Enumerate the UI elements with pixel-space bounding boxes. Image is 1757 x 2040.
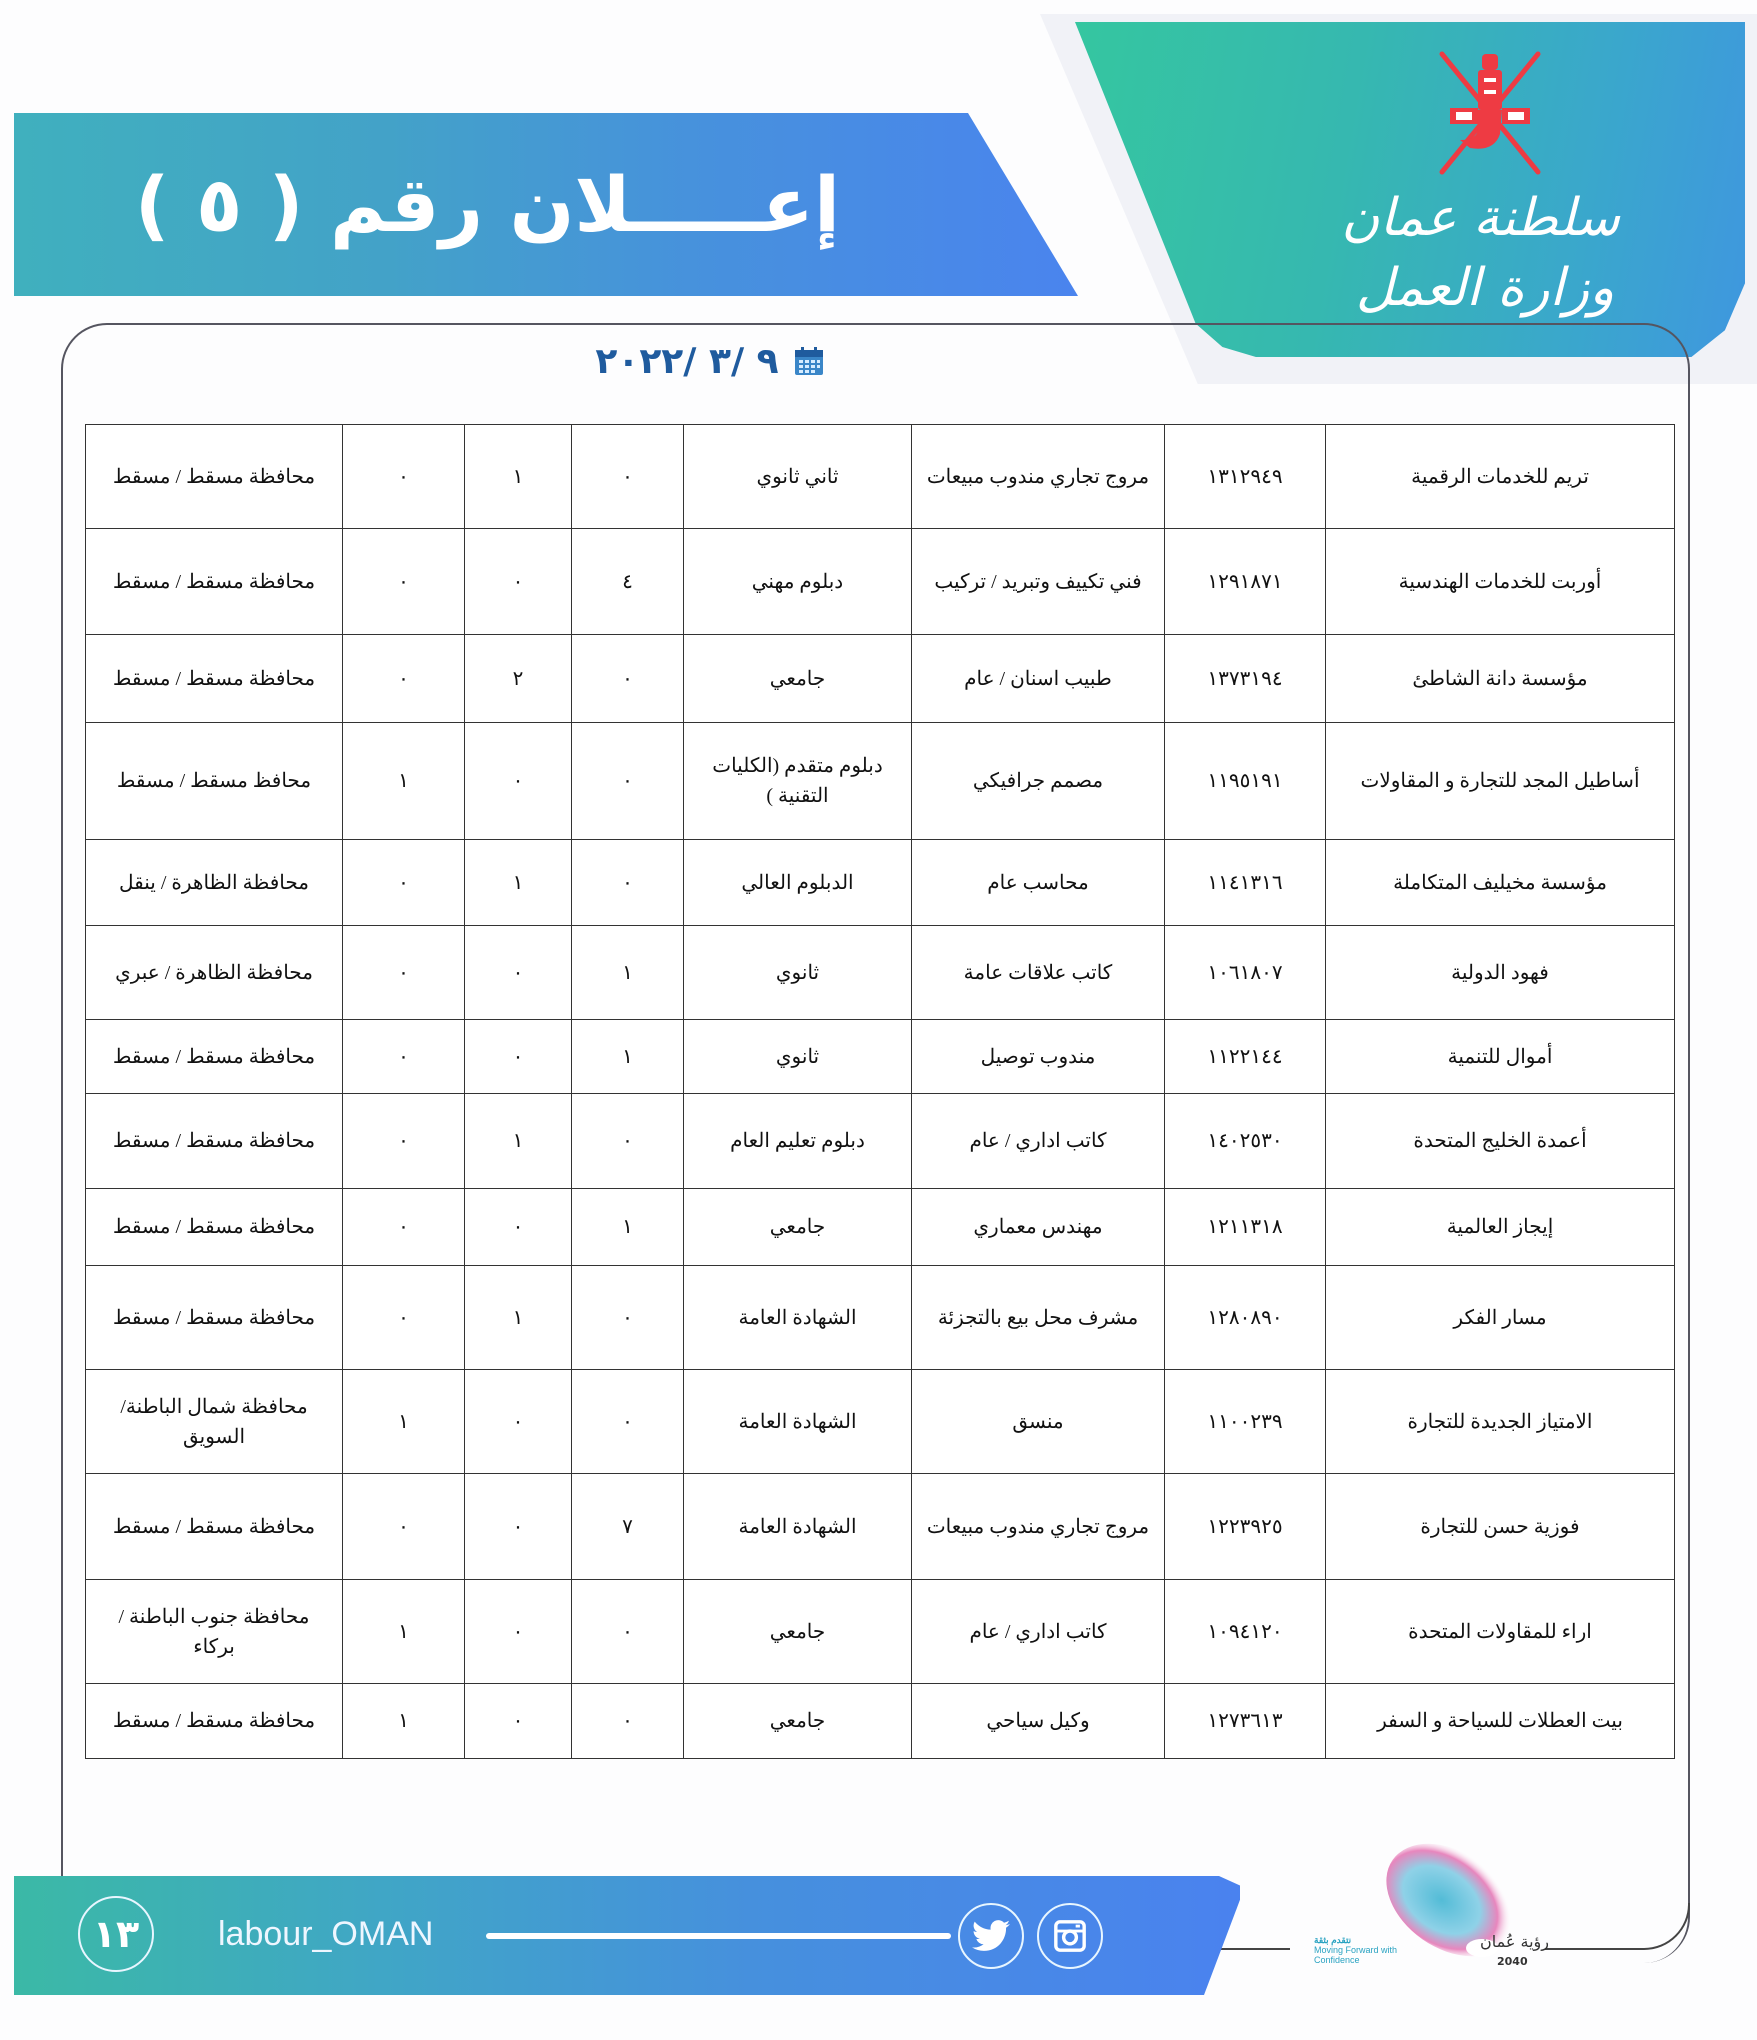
- logo-ministry-labour: وزارة العمل: [1355, 258, 1615, 318]
- count-b-cell: ٠: [465, 1189, 572, 1266]
- table-row: [86, 1474, 1675, 1580]
- company-name-cell: أعمدة الخليج المتحدة: [1326, 1094, 1675, 1189]
- count-a-cell: ٧: [572, 1474, 684, 1580]
- vision-text: رؤية عُمان: [1480, 1932, 1549, 1951]
- count-b-cell: ٠: [465, 1370, 572, 1474]
- location-cell: محافظة مسقط / مسقط: [86, 635, 343, 723]
- location-cell: محافظة مسقط / مسقط: [86, 1189, 343, 1266]
- registration-number-cell: ١٢٨٠٨٩٠: [1165, 1266, 1326, 1370]
- count-b-cell: ٠: [465, 723, 572, 840]
- registration-number-cell: ١١٩٥١٩١: [1165, 723, 1326, 840]
- job-title-cell: مهندس معماري: [912, 1189, 1165, 1266]
- job-title-cell: كاتب اداري / عام: [912, 1580, 1165, 1684]
- table-row: [86, 1266, 1675, 1370]
- social-handle[interactable]: labour_OMAN: [218, 1915, 434, 1953]
- job-title-cell: وكيل سياحي: [912, 1684, 1165, 1759]
- company-name-cell: أوربت للخدمات الهندسية: [1326, 529, 1675, 635]
- company-name-cell: اراء للمقاولات المتحدة: [1326, 1580, 1675, 1684]
- count-c-cell: ٠: [343, 529, 465, 635]
- frame-divider: [1220, 1948, 1290, 1950]
- qualification-cell: جامعي: [684, 1189, 912, 1266]
- company-name-cell: بيت العطلات للسياحة و السفر: [1326, 1684, 1675, 1759]
- registration-number-cell: ١٠٩٤١٢٠: [1165, 1580, 1326, 1684]
- table-row: [86, 723, 1675, 840]
- qualification-cell: الشهادة العامة: [684, 1266, 912, 1370]
- count-a-cell: ٠: [572, 840, 684, 926]
- moving-forward-logo: [1314, 1935, 1406, 1975]
- company-name-cell: الامتياز الجديدة للتجارة: [1326, 1370, 1675, 1474]
- job-title-cell: محاسب عام: [912, 840, 1165, 926]
- count-b-cell: ٠: [465, 1684, 572, 1759]
- registration-number-cell: ١١٠٠٢٣٩: [1165, 1370, 1326, 1474]
- count-c-cell: ٠: [343, 635, 465, 723]
- table-row: [86, 529, 1675, 635]
- job-title-cell: كاتب اداري / عام: [912, 1094, 1165, 1189]
- table-row: [86, 1580, 1675, 1684]
- oman-emblem-icon: [1420, 48, 1560, 178]
- qualification-cell: الشهادة العامة: [684, 1474, 912, 1580]
- count-b-cell: ٠: [465, 1580, 572, 1684]
- qualification-cell: جامعي: [684, 1684, 912, 1759]
- count-c-cell: ٠: [343, 1474, 465, 1580]
- location-cell: محافظة جنوب الباطنة / بركاء: [86, 1580, 343, 1684]
- twitter-button[interactable]: [958, 1903, 1024, 1969]
- count-b-cell: ١: [465, 1094, 572, 1189]
- count-a-cell: ١: [572, 926, 684, 1020]
- count-a-cell: ١: [572, 1189, 684, 1266]
- qualification-cell: الشهادة العامة: [684, 1370, 912, 1474]
- company-name-cell: أموال للتنمية: [1326, 1020, 1675, 1094]
- page-title: إعـــــلان رقم ( ٥ ): [134, 160, 840, 249]
- job-title-cell: طبيب اسنان / عام: [912, 635, 1165, 723]
- calendar-icon: [793, 345, 825, 377]
- logo-sultanate-oman: سلطنة عمان: [1341, 188, 1620, 248]
- count-b-cell: ٠: [465, 529, 572, 635]
- count-c-cell: ٠: [343, 1020, 465, 1094]
- count-a-cell: ١: [572, 1020, 684, 1094]
- qualification-cell: ثاني ثانوي: [684, 425, 912, 529]
- count-c-cell: ٠: [343, 926, 465, 1020]
- registration-number-cell: ١٣٧٣١٩٤: [1165, 635, 1326, 723]
- job-title-cell: مصمم جرافيكي: [912, 723, 1165, 840]
- count-a-cell: ٤: [572, 529, 684, 635]
- registration-number-cell: ١٠٦١٨٠٧: [1165, 926, 1326, 1020]
- registration-number-cell: ١٢١١٣١٨: [1165, 1189, 1326, 1266]
- twitter-icon: [972, 1920, 1010, 1952]
- location-cell: محافظة مسقط / مسقط: [86, 1094, 343, 1189]
- company-name-cell: مؤسسة دانة الشاطئ: [1326, 635, 1675, 723]
- count-a-cell: ٠: [572, 1094, 684, 1189]
- count-c-cell: ٠: [343, 1189, 465, 1266]
- registration-number-cell: ١٣١٢٩٤٩: [1165, 425, 1326, 529]
- count-b-cell: ١: [465, 1266, 572, 1370]
- count-c-cell: ١: [343, 723, 465, 840]
- registration-number-cell: ١١٤١٣١٦: [1165, 840, 1326, 926]
- jobs-table: [85, 424, 1675, 1759]
- job-title-cell: كاتب علاقات عامة: [912, 926, 1165, 1020]
- job-title-cell: فني تكييف وتبريد / تركيب: [912, 529, 1165, 635]
- instagram-icon: [1053, 1919, 1087, 1953]
- registration-number-cell: ١٢٧٣٦١٣: [1165, 1684, 1326, 1759]
- qualification-cell: دبلوم متقدم (الكليات التقنية ): [684, 723, 912, 840]
- count-c-cell: ١: [343, 1684, 465, 1759]
- qualification-cell: ثانوي: [684, 1020, 912, 1094]
- registration-number-cell: ١٤٠٢٥٣٠: [1165, 1094, 1326, 1189]
- count-c-cell: ١: [343, 1370, 465, 1474]
- company-name-cell: أساطيل المجد للتجارة و المقاولات: [1326, 723, 1675, 840]
- moving-forward-arabic: نتقدم بثقة: [1314, 1935, 1352, 1945]
- count-b-cell: ١: [465, 840, 572, 926]
- count-a-cell: ٠: [572, 1370, 684, 1474]
- company-name-cell: مسار الفكر: [1326, 1266, 1675, 1370]
- qualification-cell: ثانوي: [684, 926, 912, 1020]
- table-row: [86, 425, 1675, 529]
- qualification-cell: دبلوم تعليم العام: [684, 1094, 912, 1189]
- location-cell: محافظ مسقط / مسقط: [86, 723, 343, 840]
- date-text: ٩ /٣ /٢٠٢٢: [595, 340, 779, 382]
- count-a-cell: ٠: [572, 1684, 684, 1759]
- count-a-cell: ٠: [572, 635, 684, 723]
- count-a-cell: ٠: [572, 1580, 684, 1684]
- footer-line: [486, 1933, 951, 1939]
- job-title-cell: منسق: [912, 1370, 1165, 1474]
- job-title-cell: مروج تجاري مندوب مبيعات: [912, 425, 1165, 529]
- company-name-cell: فوزية حسن للتجارة: [1326, 1474, 1675, 1580]
- table-row: [86, 1020, 1675, 1094]
- count-b-cell: ١: [465, 425, 572, 529]
- announcement-date: [560, 338, 860, 384]
- instagram-button[interactable]: [1037, 1903, 1103, 1969]
- count-c-cell: ٠: [343, 1266, 465, 1370]
- qualification-cell: جامعي: [684, 1580, 912, 1684]
- table-row: [86, 926, 1675, 1020]
- job-title-cell: مروج تجاري مندوب مبيعات: [912, 1474, 1165, 1580]
- location-cell: محافظة شمال الباطنة/ السويق: [86, 1370, 343, 1474]
- count-a-cell: ٠: [572, 1266, 684, 1370]
- table-row: [86, 1094, 1675, 1189]
- count-c-cell: ١: [343, 1580, 465, 1684]
- qualification-cell: دبلوم مهني: [684, 529, 912, 635]
- count-b-cell: ٠: [465, 1474, 572, 1580]
- qualification-cell: جامعي: [684, 635, 912, 723]
- count-c-cell: ٠: [343, 1094, 465, 1189]
- job-title-cell: مشرف محل بيع بالتجزئة: [912, 1266, 1165, 1370]
- vision-year: 2040: [1497, 1955, 1528, 1968]
- count-b-cell: ٠: [465, 926, 572, 1020]
- company-name-cell: تريم للخدمات الرقمية: [1326, 425, 1675, 529]
- page-number: ١٣: [78, 1896, 154, 1972]
- location-cell: محافظة مسقط / مسقط: [86, 529, 343, 635]
- moving-forward-english: Moving Forward with Confidence: [1314, 1945, 1398, 1965]
- count-a-cell: ٠: [572, 723, 684, 840]
- location-cell: محافظة مسقط / مسقط: [86, 1474, 343, 1580]
- table-row: [86, 1189, 1675, 1266]
- count-b-cell: ٢: [465, 635, 572, 723]
- location-cell: محافظة الظاهرة / عبري: [86, 926, 343, 1020]
- count-c-cell: ٠: [343, 840, 465, 926]
- company-name-cell: مؤسسة مخيليف المتكاملة: [1326, 840, 1675, 926]
- registration-number-cell: ١٢٩١٨٧١: [1165, 529, 1326, 635]
- company-name-cell: فهود الدولية: [1326, 926, 1675, 1020]
- location-cell: محافظة مسقط / مسقط: [86, 1266, 343, 1370]
- table-row: [86, 1684, 1675, 1759]
- table-row: [86, 1370, 1675, 1474]
- table-row: [86, 840, 1675, 926]
- registration-number-cell: ١٢٢٣٩٢٥: [1165, 1474, 1326, 1580]
- location-cell: محافظة مسقط / مسقط: [86, 1020, 343, 1094]
- job-title-cell: مندوب توصيل: [912, 1020, 1165, 1094]
- qualification-cell: الدبلوم العالي: [684, 840, 912, 926]
- location-cell: محافظة مسقط / مسقط: [86, 1684, 343, 1759]
- table-row: [86, 635, 1675, 723]
- count-a-cell: ٠: [572, 425, 684, 529]
- count-c-cell: ٠: [343, 425, 465, 529]
- location-cell: محافظة الظاهرة / ينقل: [86, 840, 343, 926]
- company-name-cell: إيجاز العالمية: [1326, 1189, 1675, 1266]
- count-b-cell: ٠: [465, 1020, 572, 1094]
- registration-number-cell: ١١٢٢١٤٤: [1165, 1020, 1326, 1094]
- location-cell: محافظة مسقط / مسقط: [86, 425, 343, 529]
